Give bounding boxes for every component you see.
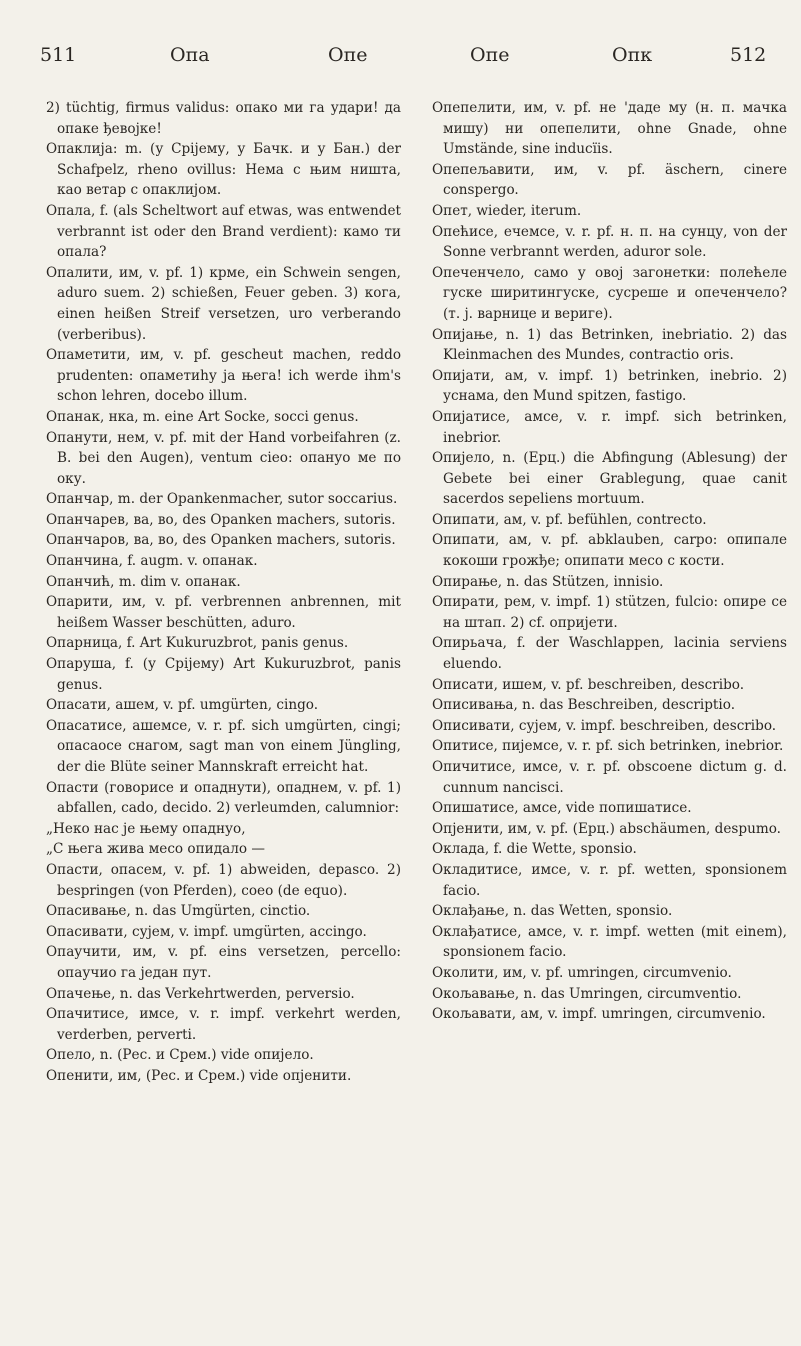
dictionary-entry: Опело, n. (Рес. и Срем.) vide опијело. [46, 1047, 314, 1064]
dictionary-entry: Опепелити, им, v. pf. не 'даде му (н. п. мачка мишу) ни опепелити, ohne Gnade, ohne Umstände, sine inducïis. [432, 100, 787, 158]
dictionary-entry: Опипати, ам, v. pf. abklauben, carpo: опипале кокоши грожђе; опипати месо с кости. [432, 532, 787, 570]
dictionary-entry: „Неко нас je њему опаднуо, [46, 820, 246, 837]
page-header [40, 44, 770, 74]
dictionary-entry: Опиjање, n. 1) das Betrinken, inebriatio. 2) das Kleinmachen des Mundes, contractio oris. [432, 326, 787, 364]
dictionary-entry: Опиjело, n. (Ерц.) die Abfingung (Ablesung) der Gebete bei einer Grablegung, quae canit sacerdos sepeliens mortuum. [432, 450, 787, 508]
dictionary-entry: Опала, f. (als Scheltwort auf etwas, was entwendet verbrannt ist oder den Brand verdient): камо ти опала? [46, 202, 401, 261]
dictionary-entry: Опjенити, им, v. pf. (Ерц.) abschäumen, despumo. [432, 820, 781, 837]
guide-word-right-2: Опк [612, 44, 653, 66]
dictionary-entry: Опет, wieder, iterum. [432, 202, 582, 219]
dictionary-entry: Опанак, нка, m. eine Art Socke, socci genus. [46, 408, 359, 425]
dictionary-entry: Опачитисе, имсе, v. r. impf. verkehrt werden, verderben, perverti. [46, 1006, 401, 1043]
dictionary-entry: Опичитисе, имсе, v. r. pf. obscoene dictum g. d. cunnum nancisci. [432, 759, 787, 796]
dictionary-entry: Описивати, сујем, v. impf. beschreiben, describo. [432, 717, 777, 734]
guide-word-right-1: Опе [470, 44, 510, 66]
guide-word-left-1: Опа [170, 44, 210, 66]
dictionary-entry: Опасти, опасем, v. pf. 1) abweiden, depasco. 2) bespringen (von Pferden), coeo (de equo). [46, 861, 401, 899]
right-column [432, 98, 787, 1025]
dictionary-entry: Описати, ишем, v. pf. beschreiben, describo. [432, 676, 745, 693]
dictionary-entry: Опиjати, ам, v. impf. 1) betrinken, inebrio. 2) уснама, den Mund spitzen, fastigo. [432, 367, 787, 405]
dictionary-entry: Опирьача, f. der Waschlappen, lacinia serviens eluendo. [432, 635, 787, 673]
dictionary-entry: Опипати, ам, v. pf. befühlen, contrecto. [432, 511, 707, 528]
dictionary-entry: Опалити, им, v. pf. 1) крме, ein Schwein sengen, aduro suem. 2) schießen, Feuer geben. 3) кога, einen heißen Streif versetzen, uro verberando (verberibus). [46, 264, 401, 343]
dictionary-entry: Опиjатисе, амсе, v. r. impf. sich betrinken, inebrior. [432, 408, 787, 446]
dictionary-entry: Опанчаров, ва, во, des Opanken machers, sutoris. [46, 532, 396, 549]
dictionary-entry: Опитисе, пиjемсе, v. r. pf. sich betrinken, inebrior. [432, 738, 784, 755]
dictionary-entry: Опанчар, m. der Opankenmacher, sutor soccarius. [46, 491, 398, 508]
dictionary-entry: Опепељавити, им, v. pf. äschern, cinere conspergo. [432, 161, 787, 199]
dictionary-entry: Опанути, нем, v. pf. mit der Hand vorbeifahren (z. B. bei den Augen), ventum cieo: опануо ме по оку. [46, 429, 401, 487]
dictionary-entry: Опеченчело, само у овоj загонетки: полећеле гуске ширитингуске, сусреше и опеченчело? (т. j. варнице и вериге). [432, 264, 787, 322]
dictionary-entry: Опишатисе, амсе, vide попишатисе. [432, 800, 692, 817]
dictionary-entry: Опасатисе, ашемсе, v. r. pf. sich umgürten, cingi; опасаосе снагом, sagt man von einem Jüngling, der die Blüte seiner Mannskraft erreicht hat. [46, 717, 401, 775]
dictionary-entry: Опаклија: m. (у Срijему, у Бачк. и у Бан.) der Schafpelz, rheno ovillus: Нема с њим ништа, као ветар с опаклиjом. [46, 141, 401, 199]
dictionary-entry: Опасивати, сујем, v. impf. umgürten, accingo. [46, 923, 367, 940]
dictionary-entry: Описивања, n. das Beschreiben, descriptio. [432, 697, 736, 714]
dictionary-entry: Опанчарев, ва, во, des Opanken machers, sutoris. [46, 511, 396, 528]
dictionary-entry: Опанчина, f. augm. v. опанак. [46, 553, 258, 570]
dictionary-entry: Околити, им, v. pf. umringen, circumvenio. [432, 964, 732, 981]
dictionary-entry: Опарити, им, v. pf. verbrennen anbrennen, mit heißem Wasser beschütten, aduro. [46, 594, 401, 631]
dictionary-entry: 2) tüchtig, firmus validus: опако ми га удари! да опаке ђевојке! [46, 100, 401, 137]
dictionary-entry: Опасивање, n. das Umgürten, cinctio. [46, 903, 311, 920]
dictionary-entry: Опасати, ашем, v. pf. umgürten, cingo. [46, 697, 319, 714]
dictionary-entry: Опаучити, им, v. pf. eins versetzen, percello: опаучио га jедан пут. [46, 944, 401, 981]
dictionary-entry: Опенити, им, (Рес. и Срем.) vide опjенити. [46, 1067, 352, 1084]
dictionary-entry: Опанчић, m. dim v. опанак. [46, 573, 241, 590]
dictionary-entry: Опарница, f. Art Kukuruzbrot, panis genus. [46, 635, 349, 652]
left-column [46, 98, 401, 1087]
dictionary-entry: Оклађање, n. das Wetten, sponsio. [432, 903, 673, 920]
dictionary-entry: Опећисе, ечемсе, v. r. pf. н. п. на сунцу, von der Sonne verbrannt werden, aduror sole. [432, 223, 787, 261]
dictionary-entry: Оклађатисе, амсе, v. r. impf. wetten (mit einem), sponsionem facio. [432, 923, 787, 961]
dictionary-entry: Опирати, рем, v. impf. 1) stützen, fulcio: опире се на штап. 2) cf. опријети. [432, 594, 787, 631]
dictionary-entry: Оклада, f. die Wette, sponsio. [432, 841, 637, 858]
dictionary-entry: Окладитисе, имсе, v. r. pf. wetten, sponsionem facio. [432, 861, 787, 899]
dictionary-entry: Опирање, n. das Stützen, innisio. [432, 573, 664, 590]
page-number-left: 511 [40, 44, 77, 66]
dictionary-entry: Опасти (говорисе и опаднути), опаднем, v. pf. 1) abfallen, cado, decido. 2) verleumden, calumnior: [46, 779, 401, 817]
dictionary-entry: Опаметити, им, v. pf. gescheut machen, reddo prudenten: опаметиhу ja њега! ich werde ihm's schon lehren, docebo illum. [46, 347, 401, 405]
dictionary-entry: „С њега жива месо опидало — [46, 841, 265, 858]
dictionary-entry: Опаруша, f. (у Срijему) Art Kukuruzbrot, panis genus. [46, 656, 401, 693]
dictionary-entry: Окољавати, ам, v. impf. umringen, circumvenio. [432, 1006, 766, 1023]
dictionary-entry: Окољавање, n. das Umringen, circumventio. [432, 985, 742, 1002]
guide-word-left-2: Опе [328, 44, 368, 66]
dictionary-entry: Опачење, n. das Verkehrtwerden, perversio. [46, 985, 355, 1002]
page-number-right: 512 [730, 44, 767, 66]
